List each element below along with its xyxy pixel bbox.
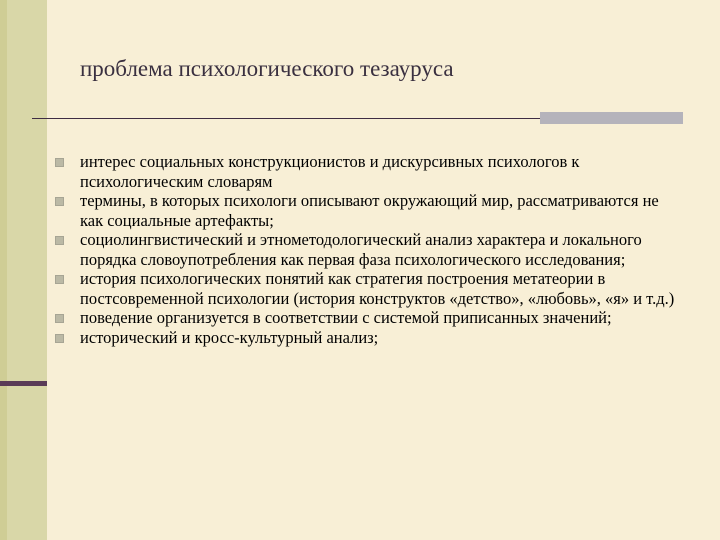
bullet-text: термины, в которых психологи описывают окружающий мир, рассматриваются не как социальные артефакты; [80,191,659,230]
title-rule-block [540,112,683,124]
square-bullet-icon [55,158,64,167]
square-bullet-icon [55,314,64,323]
left-strip-edge [0,0,7,540]
bullet-list [55,152,685,347]
slide-title: проблема психологического тезауруса [80,56,454,81]
list-item [55,191,685,230]
bullet-text: социолингвистический и этнометодологический анализ характера и локального порядка словоупотребления как первая фаза психологического исследования; [80,230,642,269]
list-item [55,152,685,191]
square-bullet-icon [55,197,64,206]
left-decorative-strip [0,0,47,540]
bullet-text: история психологических понятий как стратегия построения метатеории в постсовременной психологии (история конструктов «детство», «любовь», «я» и т.д.) [80,269,675,308]
list-item [55,308,685,328]
bullet-text: исторический и кросс-культурный анализ; [80,327,379,347]
bullet-text: интерес социальных конструкционистов и дискурсивных психологов к психологическим словарям [80,152,580,191]
list-item [55,230,685,269]
square-bullet-icon [55,334,64,343]
square-bullet-icon [55,236,64,245]
list-item [55,269,685,308]
left-strip-accent-bar [0,381,47,386]
square-bullet-icon [55,275,64,284]
bullet-text: поведение организуется в соответствии с системой приписанных значений; [80,308,612,327]
list-item [55,328,685,348]
